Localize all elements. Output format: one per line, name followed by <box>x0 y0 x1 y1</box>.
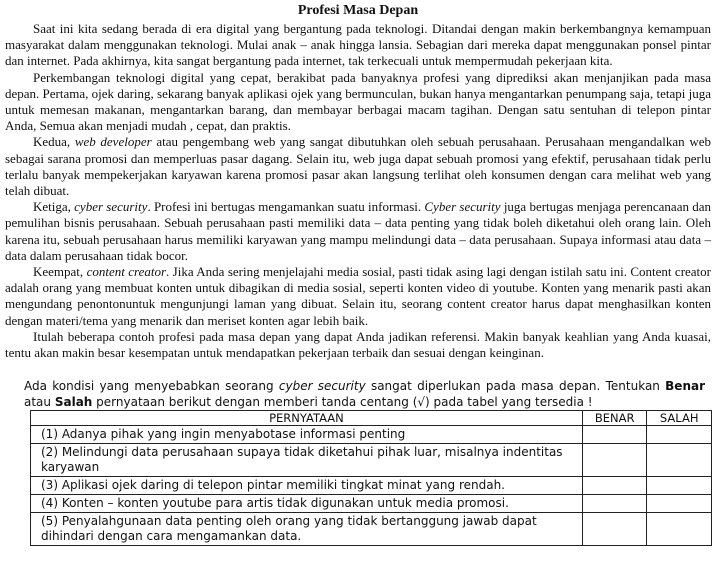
table-row <box>31 495 712 513</box>
paragraph-content-creator: Keempat, content creator. Jika Anda sering menjelajahi media sosial, pasti tidak asing lagi dengan istilah satu ini. Content creator adalah orang yang membuat konten untuk dibagikan di media sosial, seperti konten video di youtube. Konten yang menarik pasti akan mengundang penontonuntuk mengunjungi laman yang dibuat. Selain itu, seorang content creator harus dapat menghasilkan konten dengan materi/tema yang menarik dan meriset konten agar lebih baik. <box>5 264 712 328</box>
table-row <box>31 444 712 477</box>
header-salah: SALAH <box>647 411 712 426</box>
answer-table <box>30 410 712 546</box>
statement-cell: (5) Penyalahgunaan data penting oleh orang yang tidak bertanggung jawab dapat dihindari dengan cara mengamankan data. <box>31 513 583 546</box>
statement-cell: (4) Konten – konten youtube para artis tidak digunakan untuk media promosi. <box>31 495 583 513</box>
benar-answer-cell[interactable] <box>582 444 647 477</box>
statement-cell: (2) Melindungi data perusahaan supaya tidak diketahui pihak luar, misalnya indentitas karyawan <box>31 444 583 477</box>
header-pernyataan: PERNYATAAN <box>31 411 583 426</box>
statement-cell: (3) Aplikasi ojek daring di telepon pintar memiliki tingkat minat yang rendah. <box>31 477 583 495</box>
benar-answer-cell[interactable] <box>582 513 647 546</box>
paragraph-ojek-daring: Perkembangan teknologi digital yang cepat, berakibat pada banyaknya profesi yang diprediksi akan menjanjikan pada masa depan. Pertama, ojek daring, sekarang banyak aplikasi ojek yang bermunculan, bukan hanya mengantarkan penumpang saja, tetapi juga untuk memesan makanan, mengantarkan barang, dan membayar berbagai macam tagihan. Dengan satu sentuhan di telepon pintar Anda, Semua akan menjadi mudah , cepat, dan praktis. <box>5 69 711 134</box>
paragraph-closing: Itulah beberapa contoh profesi pada masa depan yang dapat Anda jadikan referensi. Makin banyak keahlian yang Anda kuasai, tentu akan makin besar kesempatan untuk mendapatkan pekerjaan terbaik dan sesuai dengan keinginan. <box>5 328 711 361</box>
document-title: Profesi Masa Depan <box>297 3 419 18</box>
paragraph-intro: Saat ini kita sedang berada di era digital yang bergantung pada teknologi. Ditandai dengan makin berkembangnya kemampuan masyarakat dalam menggunakan teknologi. Mulai anak – anak hingga lansia. Sebagian dari mereka dapat menggunakan ponsel pintar dan internet. Pada akhirnya, kita sangat bergantung pada internet, tak terkecuali untuk mempermudah pekerjaan kita. <box>5 21 711 69</box>
question-instruction: Ada kondisi yang menyebabkan seorang cyber security sangat diperlukan pada masa depan. Tentukan Benar atau Salah pernyataan berikut dengan memberi tanda centang (√) pada tabel yang tersedia ! <box>24 379 705 410</box>
table-row <box>31 426 712 444</box>
paragraph-web-developer: Kedua, web developer atau pengembang web yang sangat dibutuhkan oleh sebuah perusahaan. Perusahaan mengandalkan web sebagai sarana promosi dan memperluas pasar dagang. Selain itu, web juga dapat sebuah promosi yang efektif, perusahaan tidak perlu terlalu banyak mempekerjakan karyawan karena promosi pasar akan langsung terlihat oleh konsumen dengan cara melihat web yang telah dibuat. <box>5 134 711 199</box>
salah-answer-cell[interactable] <box>647 495 712 513</box>
salah-answer-cell[interactable] <box>647 477 712 495</box>
header-benar: BENAR <box>582 411 647 426</box>
salah-answer-cell[interactable] <box>647 426 712 444</box>
table-row <box>31 477 712 495</box>
salah-answer-cell[interactable] <box>647 444 712 477</box>
salah-answer-cell[interactable] <box>647 513 712 546</box>
table-header-row <box>31 411 712 426</box>
benar-answer-cell[interactable] <box>582 495 647 513</box>
statement-cell: (1) Adanya pihak yang ingin menyabotase informasi penting <box>31 426 583 444</box>
paragraph-cyber-security: Ketiga, cyber security. Profesi ini bertugas mengamankan suatu informasi. Cyber security juga bertugas menjaga perencanaan dan pemulihan bisnis perusahaan. Sebuah perusahaan pasti memiliki data – data penting yang tidak boleh diketahui oleh orang lain. Oleh karena itu, sebuah perusahaan harus memiliki karyawan yang mampu melindungi data – data perusahaan. Supaya informasi atau data – data dalam perusahaan tidak bocor. <box>5 199 711 263</box>
benar-answer-cell[interactable] <box>582 477 647 495</box>
table-row <box>31 513 712 546</box>
benar-answer-cell[interactable] <box>582 426 647 444</box>
